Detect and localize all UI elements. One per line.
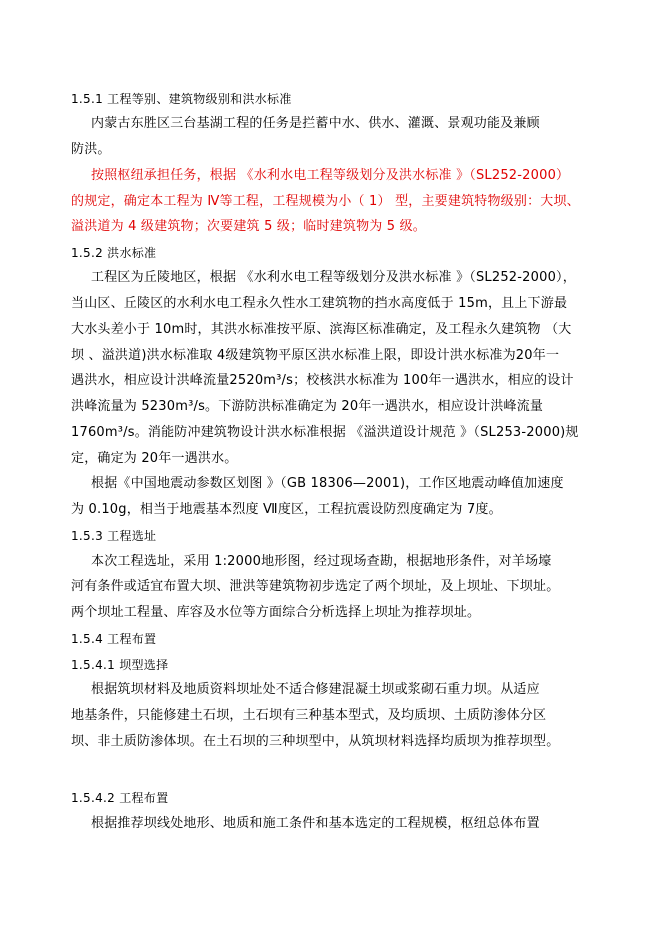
paragraph-line: 定，确定为 20年一遇洪水。 [71,451,238,466]
paragraph-line: 内蒙古东胜区三台基湖工程的任务是拦蓄中水、供水、灌溉、景观功能及兼顾 [91,116,540,131]
section-heading-1-5-4-1: 1.5.4.1 坝型选择 [71,658,169,672]
paragraph-line: 本次工程选址，采用 1:2000地形图，经过现场查勘，根据地形条件，对羊场壕 [91,554,552,569]
paragraph-line: 大水头差小于 10m时，其洪水标准按平原、滨海区标准确定，及工程永久建筑物 （大 [71,322,572,337]
paragraph-line: 1760m³/s。消能防冲建筑物设计洪水标准根据 《溢洪道设计规范 》（SL253-2000)规 [71,425,579,440]
section-heading-1-5-1: 1.5.1 工程等别、建筑物级别和洪水标准 [71,92,292,106]
paragraph-line: 根据《中国地震动参数区划图 》（GB 18306—2001)，工作区地震动峰值加速度 [91,476,564,491]
section-heading-1-5-4-2: 1.5.4.2 工程布置 [71,791,169,805]
paragraph-line: 工程区为丘陵地区，根据 《水利水电工程等级划分及洪水标准 》（SL252-2000）， [91,270,576,285]
paragraph-line: 地基条件，只能修建土石坝，土石坝有三种基本型式，及均质坝、土质防渗体分区 [71,708,547,723]
paragraph-line: 遇洪水，相应设计洪峰流量2520m³/s；校核洪水标准为 100年一遇洪水，相应的设计 [71,373,574,388]
paragraph-line: 坝、非土质防渗体坝。在土石坝的三种坝型中，从筑坝材料选择均质坝为推荐坝型。 [71,734,560,749]
paragraph-line: 洪峰流量为 5230m³/s。下游防洪标准确定为 20年一遇洪水，相应设计洪峰流量 [71,399,544,414]
highlighted-paragraph-line: 溢洪道为 4 级建筑物；次要建筑 5 级；临时建筑物为 5 级。 [71,219,427,234]
highlighted-paragraph-line: 按照枢纽承担任务，根据 《水利水电工程等级划分及洪水标准 》（SL252-2000） [91,168,570,183]
paragraph-line: 坝 、溢洪道)洪水标准取 4级建筑物平原区洪水标准上限，即设计洪水标准为20年一 [71,348,560,363]
paragraph-line: 当山区、丘陵区的水利水电工程永久性水工建筑物的挡水高度低于 15m，且上下游最 [71,296,568,311]
paragraph-line: 根据筑坝材料及地质资料坝址处不适合修建混凝土坝或浆砌石重力坝。从适应 [91,682,540,697]
section-heading-1-5-4: 1.5.4 工程布置 [71,632,157,646]
paragraph-line: 河有条件或适宜布置大坝、泄洪等建筑物初步选定了两个坝址，及上坝址、下坝址。 [71,579,560,594]
paragraph-line: 防洪。 [71,142,111,157]
paragraph-line: 为 0.10g，相当于地震基本烈度 Ⅶ度区，工程抗震设防烈度确定为 7度。 [71,502,502,517]
paragraph-line: 根据推荐坝线处地形、地质和施工条件和基本选定的工程规模，枢纽总体布置 [91,816,540,831]
section-heading-1-5-2: 1.5.2 洪水标准 [71,246,157,260]
paragraph-line: 两个坝址工程量、库容及水位等方面综合分析选择上坝址为推荐坝址。 [71,605,481,620]
highlighted-paragraph-line: 的规定，确定本工程为 Ⅳ等工程，工程规模为小（ 1） 型，主要建筑特物级别：大坝、 [71,194,580,209]
section-heading-1-5-3: 1.5.3 工程选址 [71,529,157,543]
